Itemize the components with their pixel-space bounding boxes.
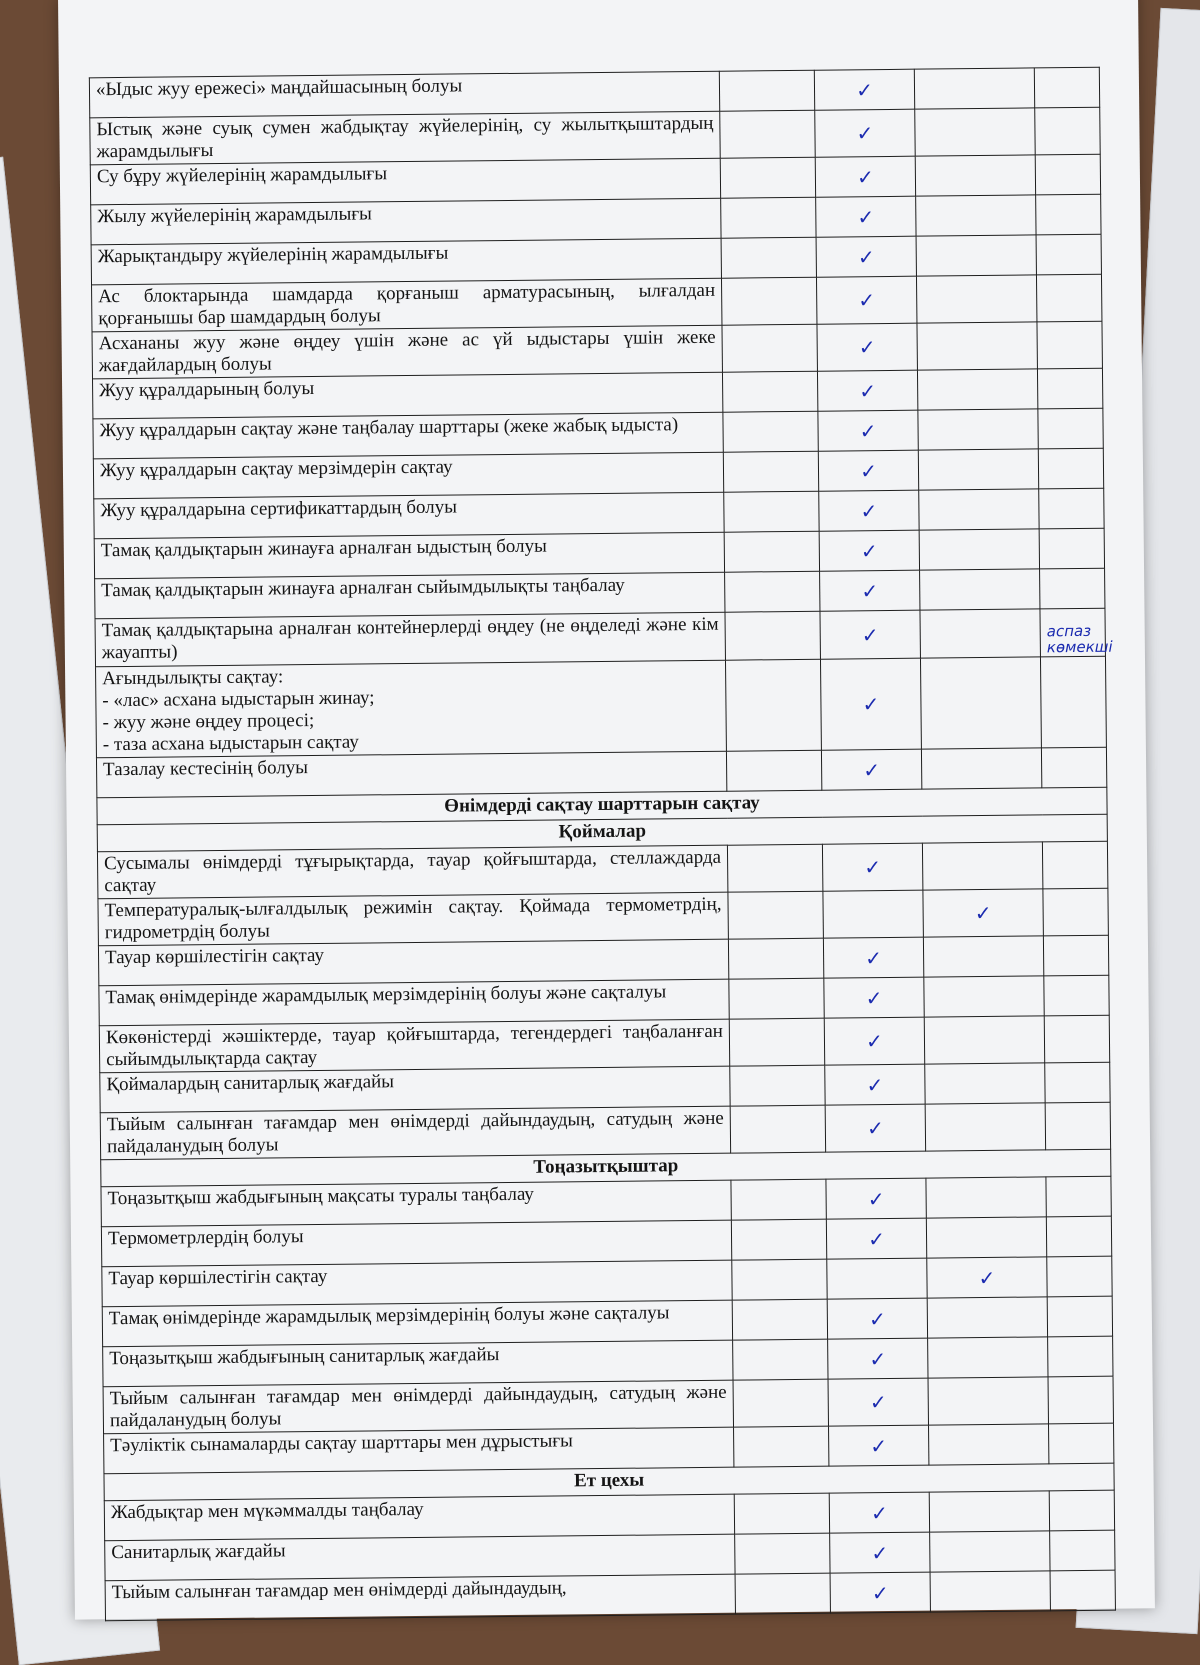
handwritten-note-cell [1045, 1062, 1110, 1103]
check-mark-cell: ✓ [821, 749, 921, 790]
section-header: Тоңазытқыштар [101, 1149, 1111, 1187]
requirement-text: Қоймалардың санитарлық жағдайы [100, 1066, 730, 1113]
check-mark-cell: ✓ [818, 410, 918, 451]
handwritten-note-cell [1043, 935, 1108, 976]
check-mark-cell [925, 1103, 1045, 1151]
handwritten-note-cell [1036, 194, 1101, 235]
check-mark-cell: ✓ [815, 156, 915, 197]
requirement-text: Асхананы жуу және өңдеу үшін және ас үй ыдыстары үшін жеке жағдайлардың болуы [92, 325, 722, 379]
empty-cell [734, 1493, 829, 1534]
requirement-text: Тамақ қалдықтарына арналған контейнерлерді өңдеу (не өңделеді және кім жауапты) [95, 612, 725, 667]
handwritten-note-cell [1048, 1423, 1113, 1464]
requirement-text: Су бұру жүйелерінің жарамдылығы [90, 158, 720, 205]
check-mark-cell: ✓ [823, 937, 923, 978]
check-mark-cell [917, 369, 1037, 410]
empty-cell [729, 1018, 824, 1066]
empty-cell [722, 324, 817, 372]
handwritten-note-cell [1045, 1102, 1110, 1150]
empty-cell [724, 531, 819, 572]
requirement-text: Тауар көршілестігін сақтау [98, 939, 728, 986]
check-mark-cell: ✓ [830, 1532, 930, 1573]
handwritten-note-cell [1048, 1376, 1113, 1424]
check-mark-cell: ✓ [822, 843, 922, 891]
requirement-text: Тыйым салынған тағамдар мен өнімдерді дайындаудың, [105, 1574, 735, 1621]
requirement-text: Жуу құралдарының болуы [93, 372, 723, 419]
empty-cell [735, 1573, 830, 1614]
check-mark-cell: ✓ [923, 889, 1043, 937]
check-mark-cell [920, 569, 1040, 610]
check-mark-cell [929, 1491, 1049, 1532]
check-mark-cell [927, 1297, 1047, 1338]
requirement-text: Жарықтандыру жүйелерінің жарамдылығы [91, 238, 721, 285]
handwritten-note-cell [1038, 408, 1103, 449]
requirement-text: Термометрлердің болуы [101, 1220, 731, 1267]
handwritten-note-cell [1049, 1490, 1114, 1531]
handwritten-note-cell [1035, 154, 1100, 195]
handwritten-note-cell [1037, 321, 1102, 369]
requirement-text: Жылу жүйелерінің жарамдылығы [91, 198, 721, 245]
check-mark-cell [922, 842, 1042, 890]
requirement-text: Тәуліктік сынамаларды сақтау шарттары мен дұрыстығы [104, 1427, 734, 1474]
handwritten-note-cell [1035, 107, 1100, 155]
empty-cell [732, 1259, 827, 1300]
check-mark-cell [919, 529, 1039, 570]
handwritten-note-cell [1046, 1176, 1111, 1217]
requirement-text: Көкөністерді жәшіктерде, тауар қойғыштарда, тегендердегі таңбаланған сыйымдылықтарда сақтау [99, 1019, 729, 1073]
check-mark-cell [917, 322, 1037, 370]
handwritten-note-cell [1047, 1296, 1112, 1337]
check-mark-cell: ✓ [824, 1017, 924, 1065]
empty-cell [725, 659, 821, 751]
check-mark-cell: ✓ [814, 69, 914, 110]
empty-cell [731, 1179, 826, 1220]
check-mark-cell [918, 409, 1038, 450]
requirement-text: Тыйым салынған тағамдар мен өнімдерді дайындаудың, сатудың және пайдаланудың болуы [100, 1106, 730, 1160]
check-mark-cell: ✓ [820, 570, 920, 611]
check-mark-cell [914, 68, 1034, 109]
handwritten-note-cell [1037, 368, 1102, 409]
empty-cell [733, 1379, 828, 1427]
requirement-text: Санитарлық жағдайы [105, 1534, 735, 1581]
empty-cell [721, 197, 816, 238]
check-mark-cell [929, 1424, 1049, 1465]
requirement-text: Тыйым салынған тағамдар мен өнімдерді дайындаудың, сатудың және пайдаланудың болуы [103, 1380, 733, 1434]
requirement-text: Тамақ қалдықтарын жинауға арналған сыйымдылықты таңбалау [95, 572, 725, 619]
check-mark-cell: ✓ [817, 323, 917, 371]
check-mark-cell: ✓ [829, 1492, 929, 1533]
handwritten-note-cell [1043, 888, 1108, 936]
check-mark-cell [921, 748, 1041, 789]
check-mark-cell: ✓ [816, 276, 916, 324]
check-mark-cell [915, 155, 1035, 196]
empty-cell [728, 938, 823, 979]
check-mark-cell [930, 1531, 1050, 1572]
check-mark-cell [924, 976, 1044, 1017]
handwritten-note-cell [1036, 234, 1101, 275]
document-page [58, 0, 1155, 1620]
empty-cell [733, 1339, 828, 1380]
empty-cell [727, 844, 822, 892]
requirement-text: Тоңазытқыш жабдығының мақсаты туралы таңбалау [101, 1180, 731, 1227]
check-mark-cell: ✓ [816, 196, 916, 237]
check-mark-cell: ✓ [927, 1257, 1047, 1298]
empty-cell [722, 371, 817, 412]
section-header: Өнімдерді сақтау шарттарын сақтау [97, 787, 1107, 825]
check-mark-cell [915, 108, 1035, 156]
check-mark-cell: ✓ [819, 490, 919, 531]
handwritten-note-cell [1046, 1216, 1111, 1257]
empty-cell [728, 891, 823, 939]
check-mark-cell: ✓ [825, 1104, 925, 1152]
requirement-text: Жуу құралдарын сақтау және таңбалау шарттары (жеке жабық ыдыста) [93, 412, 723, 459]
handwritten-note-cell [1038, 448, 1103, 489]
requirement-text: Тамақ өнімдерінде жарамдылық мерзімдерінің болуы және сақталуы [102, 1300, 732, 1347]
check-mark-cell [928, 1337, 1048, 1378]
check-mark-cell [916, 195, 1036, 236]
check-mark-cell: ✓ [820, 658, 921, 750]
section-header: Қоймалар [97, 814, 1107, 852]
handwritten-note-cell [1036, 274, 1101, 322]
empty-cell [725, 571, 820, 612]
handwritten-note-cell [1041, 747, 1106, 788]
handwritten-note-cell [1050, 1530, 1115, 1571]
requirement-text: Сусымалы өнімдерді тұғырықтарда, тауар қойғыштарда, стеллаждарда сақтау [97, 845, 727, 899]
check-mark-cell: ✓ [828, 1338, 928, 1379]
empty-cell [726, 750, 821, 791]
empty-cell [725, 611, 820, 660]
check-mark-cell: ✓ [830, 1572, 930, 1613]
check-mark-cell [926, 1177, 1046, 1218]
check-mark-cell: ✓ [815, 109, 915, 157]
check-mark-cell [923, 936, 1043, 977]
check-mark-cell: ✓ [818, 450, 918, 491]
requirement-line: - жуу және өңдеу процесі; [102, 710, 315, 734]
empty-cell [723, 411, 818, 452]
empty-cell [719, 70, 814, 111]
check-mark-cell [920, 657, 1041, 749]
check-mark-cell: ✓ [826, 1178, 926, 1219]
requirement-line: - «лас» асхана ыдыстарын жинау; [102, 687, 375, 712]
empty-cell [721, 277, 816, 325]
requirement-text: Жабдықтар мен мүкәммалды таңбалау [104, 1494, 734, 1541]
check-mark-cell [823, 890, 923, 938]
check-mark-cell [827, 1258, 927, 1299]
requirement-text: Ас блоктарында шамдарда қорғаныш арматурасының, ылғалдан қорғанышы бар шамдардың болуы [92, 278, 722, 332]
check-mark-cell: ✓ [820, 610, 920, 659]
empty-cell [730, 1065, 825, 1106]
check-mark-cell: ✓ [827, 1298, 927, 1339]
empty-cell [730, 1105, 825, 1153]
inspection-checklist-table [89, 67, 1116, 1622]
check-mark-cell: ✓ [819, 530, 919, 571]
handwritten-note-cell [1042, 841, 1107, 889]
empty-cell [723, 451, 818, 492]
check-mark-cell [925, 1063, 1045, 1104]
requirement-text: «Ыдыс жуу ережесі» маңдайшасының болуы [89, 71, 719, 118]
handwritten-note-cell [1044, 975, 1109, 1016]
requirement-line: Ағындылықты сақтау: [102, 666, 284, 690]
handwritten-note-cell [1048, 1336, 1113, 1377]
requirement-text: Тауар көршілестігін сақтау [102, 1260, 732, 1307]
check-mark-cell: ✓ [824, 977, 924, 1018]
empty-cell [721, 237, 816, 278]
requirement-line: - таза асхана ыдыстарын сақтау [102, 731, 359, 756]
check-mark-cell: ✓ [825, 1064, 925, 1105]
check-mark-cell [916, 235, 1036, 276]
check-mark-cell [930, 1571, 1050, 1612]
requirement-text: Жуу құралдарын сақтау мерзімдерін сақтау [93, 452, 723, 499]
requirement-text: Жуу құралдарына сертификаттардың болуы [94, 492, 724, 539]
check-mark-cell: ✓ [816, 236, 916, 277]
check-mark-cell [928, 1377, 1048, 1425]
requirement-text: Температуралық-ылғалдылық режимін сақтау. Қоймада термометрдің, гидрометрдің болуы [98, 892, 728, 946]
check-mark-cell [924, 1016, 1044, 1064]
requirement-text: Ыстық және суық сумен жабдықтау жүйелерінің, су жылытқыштардың жарамдылығы [90, 111, 720, 165]
handwritten-note-cell [1044, 1015, 1109, 1063]
requirement-text: Тазалау кестесінің болуы [96, 751, 726, 798]
empty-cell [735, 1533, 830, 1574]
handwritten-note-cell [1039, 488, 1104, 529]
check-mark-cell: ✓ [817, 370, 917, 411]
requirement-text: Тамақ өнімдерінде жарамдылық мерзімдерінің болуы және сақталуы [99, 979, 729, 1026]
section-header: Ет цехы [104, 1463, 1114, 1501]
empty-cell [720, 110, 815, 158]
requirement-text: Тоңазытқыш жабдығының санитарлық жағдайы [103, 1340, 733, 1387]
check-mark-cell: ✓ [829, 1425, 929, 1466]
check-mark-cell [918, 449, 1038, 490]
check-mark-cell: ✓ [826, 1218, 926, 1259]
check-mark-cell [916, 275, 1036, 323]
handwritten-note-cell [1039, 528, 1104, 569]
check-mark-cell: ✓ [828, 1378, 928, 1426]
empty-cell [720, 157, 815, 198]
check-mark-cell [920, 609, 1040, 658]
empty-cell [724, 491, 819, 532]
handwritten-note-cell [1050, 1570, 1115, 1611]
checklist-row [96, 656, 1107, 758]
handwritten-note-cell [1040, 568, 1105, 609]
handwritten-note-cell [1047, 1256, 1112, 1297]
requirement-text [96, 660, 727, 758]
handwritten-note-cell [1034, 67, 1099, 108]
empty-cell [731, 1219, 826, 1260]
requirement-text: Тамақ қалдықтарын жинауға арналған ыдыстың болуы [94, 532, 724, 579]
handwritten-note-cell: аспаз көмекші [1040, 608, 1105, 657]
check-mark-cell [926, 1217, 1046, 1258]
empty-cell [732, 1299, 827, 1340]
check-mark-cell [919, 489, 1039, 530]
handwritten-note-cell [1040, 656, 1106, 748]
empty-cell [729, 978, 824, 1019]
empty-cell [734, 1426, 829, 1467]
